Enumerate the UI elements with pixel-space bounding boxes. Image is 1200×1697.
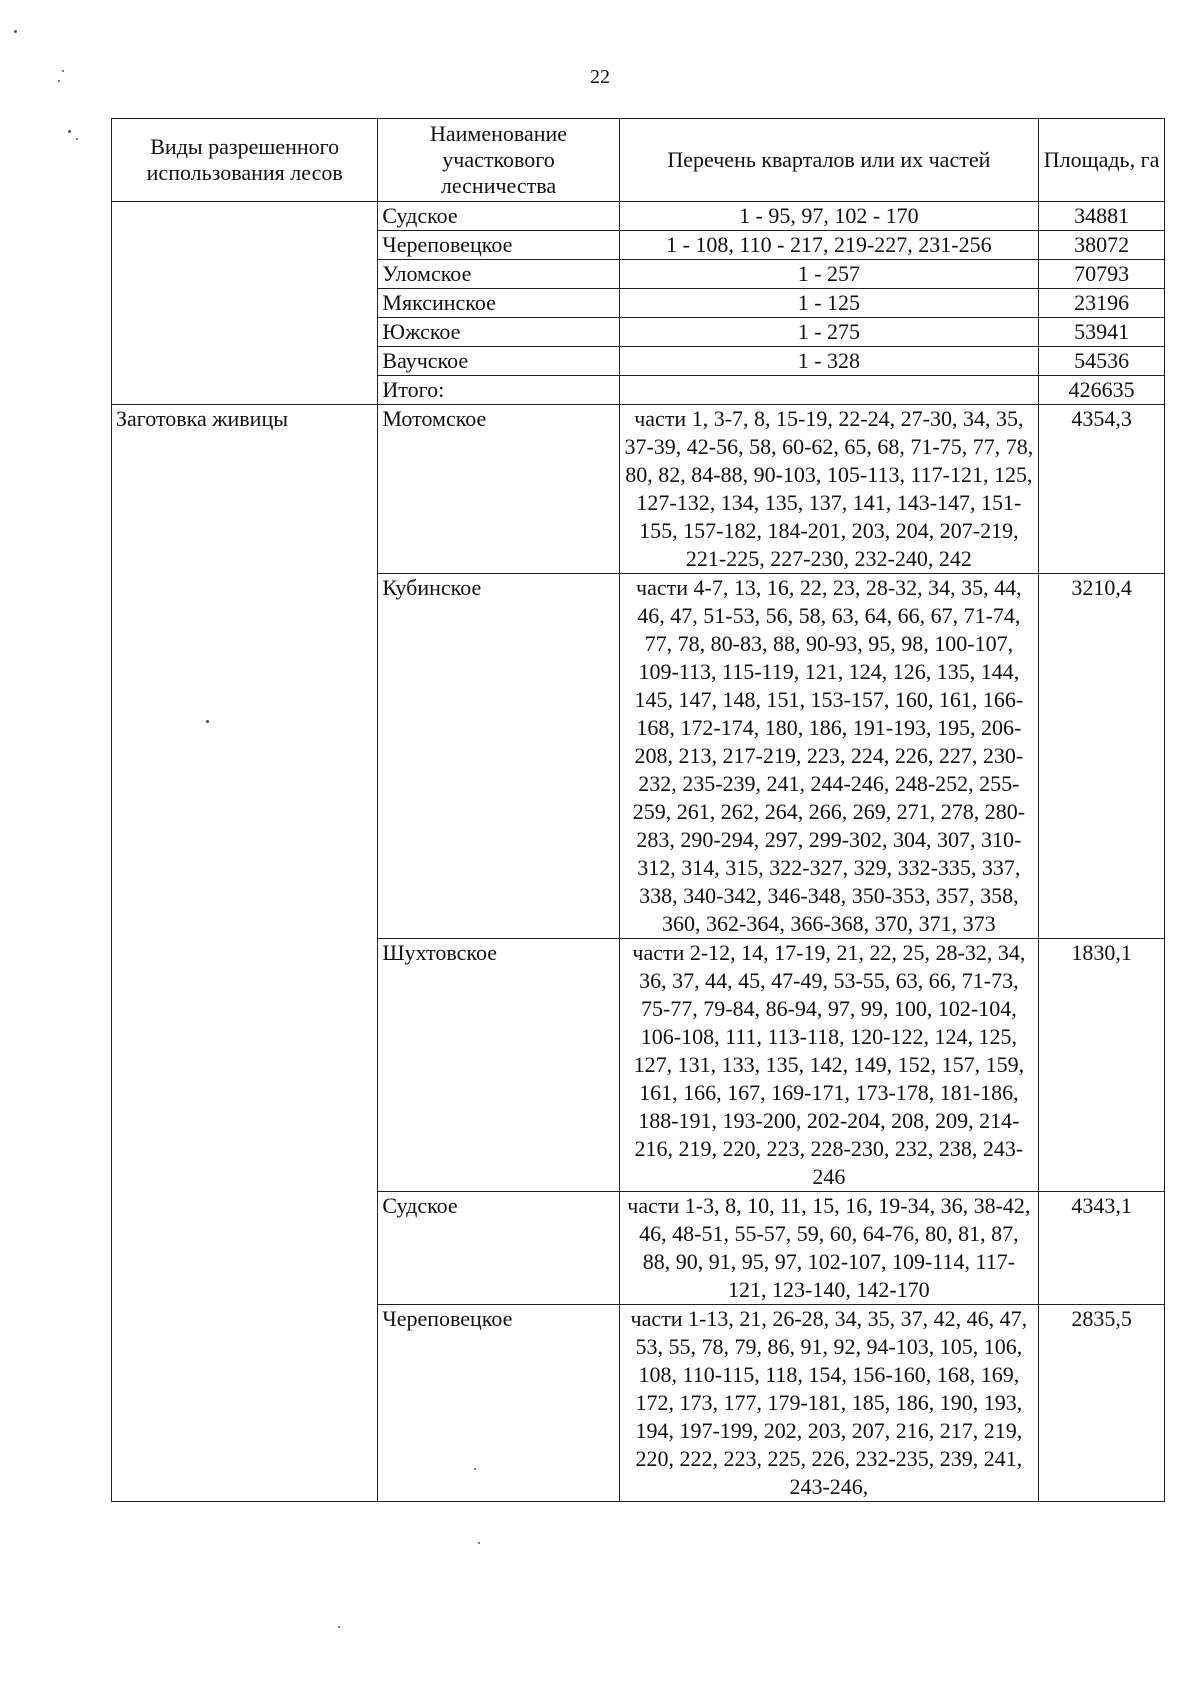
quarters-cell: части 2-12, 14, 17-19, 21, 22, 25, 28-32, 34, 36, 37, 44, 45, 47-49, 53-55, 63, 66, 71-73, 75-77, 79-84, 86-94, 97, 99, 100, 102-104, 106-108, 111, 113-118, 120-122, 124, 125, 127, 131, 133, 135, 142, 149, 152, 157, 159, 161, 166, 167, 169-171, 173-178, 181-186, 188-191, 193-200, 202-204, 208, 209, 214-216, 219, 220, 223, 228-230, 232, 238, 243-246 (619, 939, 1039, 1192)
scan-speck (206, 720, 209, 723)
area-cell: 54536 (1039, 347, 1165, 376)
area-cell: 3210,4 (1039, 574, 1165, 939)
forestry-cell: Южское (378, 318, 619, 347)
forestry-cell: Череповецкое (378, 1305, 619, 1502)
forestry-cell: Уломское (378, 260, 619, 289)
table-body (112, 202, 1165, 1502)
forestry-cell: Судское (378, 202, 619, 231)
table-header (112, 119, 1165, 202)
scan-speck (474, 1468, 476, 1470)
table-row (112, 405, 1165, 574)
forestry-cell: Шухтовское (378, 939, 619, 1192)
forestry-cell: Мяксинское (378, 289, 619, 318)
quarters-cell: 1 - 125 (619, 289, 1039, 318)
header-use: Виды разрешенного использования лесов (112, 119, 378, 202)
scan-speck (14, 30, 17, 33)
forestry-cell: Мотомское (378, 405, 619, 574)
area-cell: 53941 (1039, 318, 1165, 347)
scan-speck (68, 130, 71, 133)
forest-use-table (111, 118, 1165, 1502)
forestry-cell: Кубинское (378, 574, 619, 939)
area-cell: 1830,1 (1039, 939, 1165, 1192)
total-label: Итого: (378, 376, 619, 405)
area-cell: 34881 (1039, 202, 1165, 231)
forestry-cell: Череповецкое (378, 231, 619, 260)
area-cell: 4354,3 (1039, 405, 1165, 574)
header-forestry: Наименование участкового лесничества (378, 119, 619, 202)
area-cell: 2835,5 (1039, 1305, 1165, 1502)
area-cell: 23196 (1039, 289, 1165, 318)
header-row (112, 119, 1165, 202)
forestry-cell: Ваучское (378, 347, 619, 376)
quarters-cell: части 4-7, 13, 16, 22, 23, 28-32, 34, 35, 44, 46, 47, 51-53, 56, 58, 63, 64, 66, 67, 71-74, 77, 78, 80-83, 88, 90-93, 95, 98, 100-107, 109-113, 115-119, 121, 124, 126, 135, 144, 145, 147, 148, 151, 153-157, 160, 161, 166-168, 172-174, 180, 186, 191-193, 195, 206-208, 213, 217-219, 223, 224, 226, 227, 230-232, 235-239, 241, 244-246, 248-252, 255-259, 261, 262, 264, 266, 269, 271, 278, 280-283, 290-294, 297, 299-302, 304, 307, 310-312, 314, 315, 322-327, 329, 332-335, 337, 338, 340-342, 346-348, 350-353, 357, 358, 360, 362-364, 366-368, 370, 371, 373 (619, 574, 1039, 939)
area-cell: 4343,1 (1039, 1192, 1165, 1305)
quarters-cell: 1 - 108, 110 - 217, 219-227, 231-256 (619, 231, 1039, 260)
quarters-cell (619, 376, 1039, 405)
total-area: 426635 (1039, 376, 1165, 405)
quarters-cell: 1 - 275 (619, 318, 1039, 347)
quarters-cell: части 1-13, 21, 26-28, 34, 35, 37, 42, 46, 47, 53, 55, 78, 79, 86, 91, 92, 94-103, 105, 106, 108, 110-115, 118, 154, 156-160, 168, 169, 172, 173, 177, 179-181, 185, 186, 190, 193, 194, 197-199, 202, 203, 207, 216, 217, 219, 220, 222, 223, 225, 226, 232-235, 239, 241, 243-246, (619, 1305, 1039, 1502)
area-cell: 70793 (1039, 260, 1165, 289)
area-cell: 38072 (1039, 231, 1165, 260)
quarters-cell: 1 - 257 (619, 260, 1039, 289)
page-number: 22 (590, 66, 610, 88)
scan-speck (338, 1626, 340, 1628)
scan-speck (76, 138, 78, 140)
table-row (112, 202, 1165, 231)
quarters-cell: части 1-3, 8, 10, 11, 15, 16, 19-34, 36, 38-42, 46, 48-51, 55-57, 59, 60, 64-76, 80, 81, 87, 88, 90, 91, 95, 97, 102-107, 109-114, 117-121, 123-140, 142-170 (619, 1192, 1039, 1305)
scan-speck (62, 70, 64, 72)
use-cell: Заготовка живицы (112, 405, 378, 1502)
quarters-cell: части 1, 3-7, 8, 15-19, 22-24, 27-30, 34, 35, 37-39, 42-56, 58, 60-62, 65, 68, 71-75, 77, 78, 80, 82, 84-88, 90-103, 105-113, 117-121, 125, 127-132, 134, 135, 137, 141, 143-147, 151-155, 157-182, 184-201, 203, 204, 207-219, 221-225, 227-230, 232-240, 242 (619, 405, 1039, 574)
forestry-cell: Судское (378, 1192, 619, 1305)
header-quarters: Перечень кварталов или их частей (619, 119, 1039, 202)
scan-speck (478, 1542, 480, 1544)
use-cell-continued (112, 202, 378, 405)
quarters-cell: 1 - 95, 97, 102 - 170 (619, 202, 1039, 231)
quarters-cell: 1 - 328 (619, 347, 1039, 376)
scan-speck (58, 80, 60, 82)
header-area: Площадь, га (1039, 119, 1165, 202)
